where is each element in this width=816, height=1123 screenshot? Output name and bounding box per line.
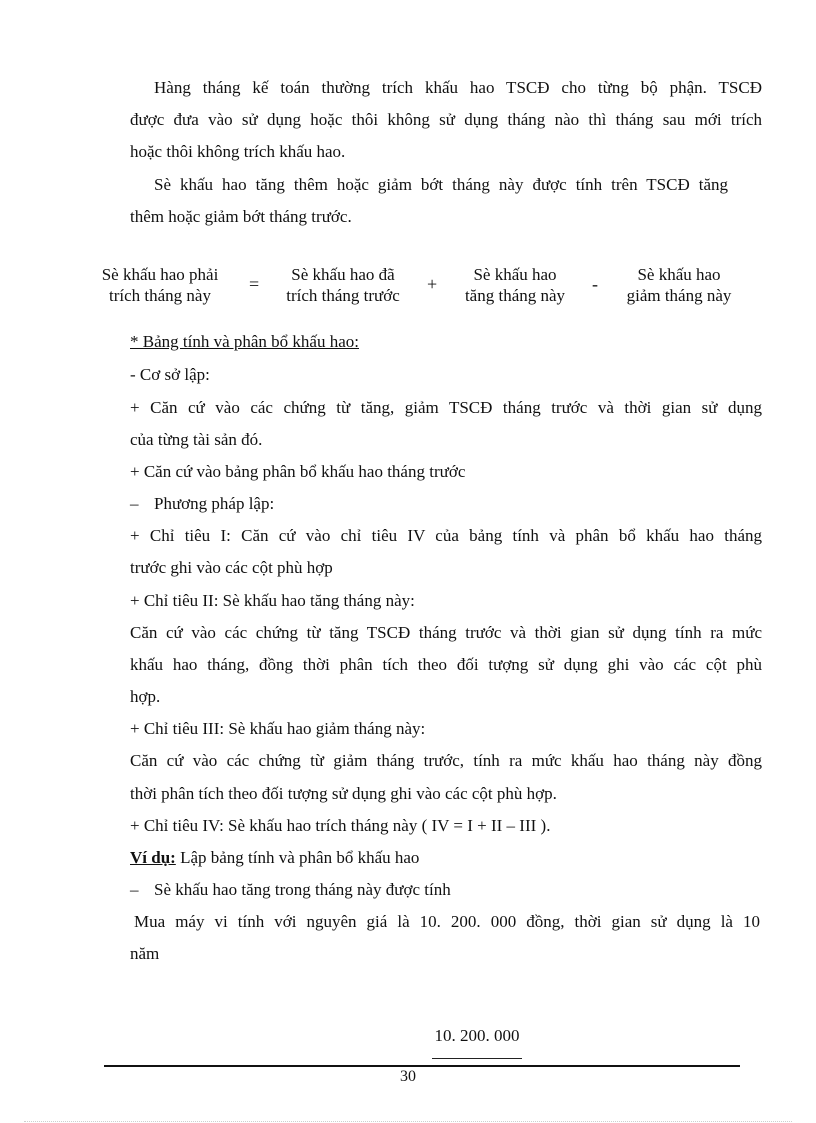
- basis-item-1-line-2: của từng tài sản đó.: [130, 430, 263, 449]
- dash-bullet-icon: –: [130, 880, 139, 899]
- formula-term-2-line-1: Sè khấu hao đã: [291, 265, 395, 284]
- paragraph-1-line-1: Hàng tháng kế toán thường trích khấu hao TSCĐ cho từng bộ phận. TSCĐ: [154, 78, 762, 97]
- purchase-line-1: Mua máy vi tính với nguyên giá là 10. 200. 000 đồng, thời gian sử dụng là 10: [134, 912, 760, 931]
- criterion-3-line-2: thời phân tích theo đối tượng sử dụng ghi vào các cột phù hợp.: [130, 784, 557, 803]
- paragraph-1-line-3: hoặc thôi không trích khấu hao.: [130, 142, 346, 161]
- basis-item-2: + Căn cứ vào bảng phân bổ khấu hao tháng trước: [130, 462, 466, 481]
- criterion-2-line-3: hợp.: [130, 687, 161, 706]
- purchase-line-2: năm: [130, 944, 160, 963]
- formula-term-3-line-1: Sè khấu hao: [473, 265, 557, 284]
- formula-minus: -: [592, 274, 598, 294]
- formula-term-3-line-2: tăng tháng này: [464, 286, 566, 305]
- example-line: [130, 848, 762, 868]
- criterion-2-title: + Chỉ tiêu II: Sè khấu hao tăng tháng này:: [130, 591, 415, 610]
- formula-plus: +: [427, 274, 438, 294]
- example-text: Lập bảng tính và phân bổ khấu hao: [175, 848, 420, 867]
- formula-term-charged-last-month: [268, 264, 418, 306]
- basis-title: - Cơ sở lập:: [130, 365, 210, 384]
- basis-item-1-line-1: + Căn cứ vào các chứng từ tăng, giảm TSCĐ tháng trước và thời gian sử dụng: [130, 398, 762, 417]
- example-label: Ví dụ:: [130, 848, 176, 867]
- criterion-3-line-1: Căn cứ vào các chứng từ giảm tháng trước, tính ra mức khấu hao tháng này đồng: [130, 751, 762, 770]
- method-title: Phương pháp lập:: [154, 494, 275, 513]
- formula-equals: =: [249, 274, 260, 294]
- criterion-2-line-2: khấu hao tháng, đồng thời phân tích theo đối tượng sử dụng ghi vào các cột phù: [130, 655, 762, 674]
- formula-term-1-line-2: trích tháng này: [109, 286, 211, 305]
- method-line: [130, 494, 762, 514]
- footer-rule: [104, 1065, 740, 1067]
- criterion-3-title: + Chỉ tiêu III: Sè khấu hao giảm tháng này:: [130, 719, 426, 738]
- formula-term-charged-this-month: [80, 264, 240, 306]
- paragraph-2-line-1: Sè khấu hao tăng thêm hoặc giảm bớt tháng này được tính trên TSCĐ tăng: [154, 175, 728, 194]
- section-heading: * Bảng tính và phân bổ khấu hao:: [130, 332, 359, 351]
- criterion-2-line-1: Căn cứ vào các chứng từ tăng TSCĐ tháng trước và thời gian sử dụng tính ra mức: [130, 623, 762, 642]
- dash-bullet-icon: –: [130, 494, 139, 513]
- formula-term-2-line-2: trích tháng trước: [286, 286, 400, 305]
- formula-term-increase: [446, 264, 584, 306]
- page-bottom-border: [24, 1121, 792, 1122]
- paragraph-1-line-2: được đưa vào sử dụng hoặc thôi không sử dụng tháng nào thì tháng sau mới trích: [130, 110, 762, 129]
- criterion-1-line-1: + Chỉ tiêu I: Căn cứ vào chỉ tiêu IV của bảng tính và phân bổ khấu hao tháng: [130, 526, 762, 545]
- fraction-numerator: 10. 200. 000: [434, 1026, 520, 1045]
- paragraph-2-line-2: thêm hoặc giảm bớt tháng trước.: [130, 207, 352, 226]
- page-number: 30: [400, 1068, 416, 1085]
- formula-term-decrease: [608, 264, 750, 306]
- formula-term-4-line-2: giảm tháng này: [626, 286, 732, 305]
- increase-line: [130, 880, 762, 900]
- criterion-1-line-2: trước ghi vào các cột phù hợp: [130, 558, 333, 577]
- formula-term-1-line-1: Sè khấu hao phải: [101, 265, 219, 284]
- fraction-bar: [432, 1058, 522, 1059]
- criterion-4: + Chỉ tiêu IV: Sè khấu hao trích tháng này ( IV = I + II – III ).: [130, 816, 551, 835]
- increase-title: Sè khấu hao tăng trong tháng này được tính: [154, 880, 451, 899]
- formula-term-4-line-1: Sè khấu hao: [637, 265, 721, 284]
